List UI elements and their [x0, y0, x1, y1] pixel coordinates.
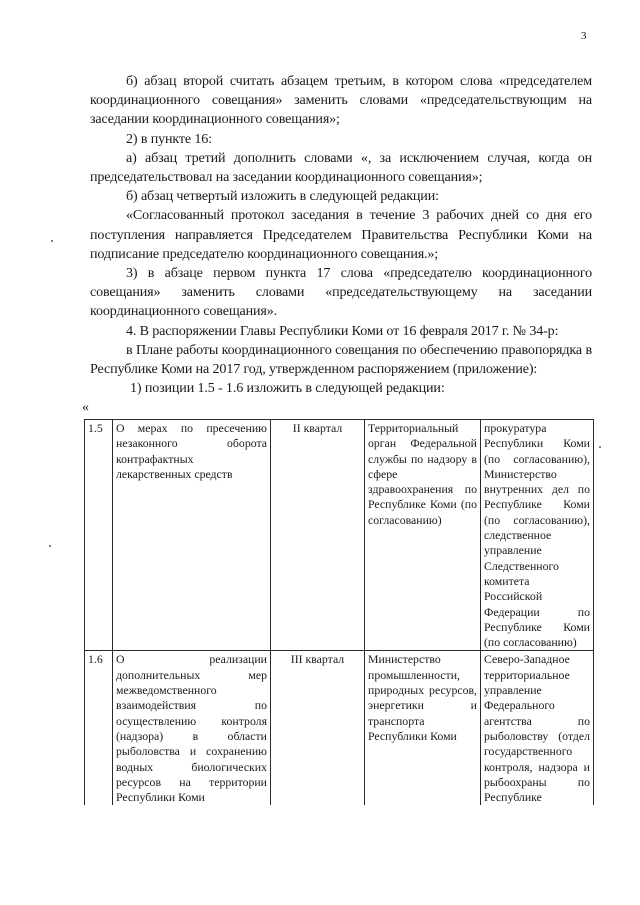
paragraph: 3) в абзаце первом пункта 17 слова «председателю координационного совещания» заменить словами «председательствующему на заседании координационного совещания».: [90, 265, 592, 320]
opening-quote-mark: «: [82, 400, 89, 415]
table-row: [85, 420, 594, 651]
paragraph: б) абзац четвертый изложить в следующей редакции:: [126, 188, 439, 205]
paragraph: в Плане работы координационного совещания по обеспечению правопорядка в Республике Коми на 2017 год, утвержденном распоряжением (приложение):: [90, 341, 592, 378]
paragraph: 4. В распоряжении Главы Республики Коми от 16 февраля 2017 г. № 34-р:: [126, 322, 559, 339]
event-name: О мерах по пресечению незаконного оборота контрафактных лекарственных средств: [113, 420, 271, 651]
event-term: II квартал: [271, 420, 365, 651]
position-number: 1.5: [85, 420, 113, 651]
paragraph: «Согласованный протокол заседания в течение 3 рабочих дней со дня его поступления направляется Председателем Правительства Республики Коми на подписание председателю координационного совещания.»;: [90, 207, 592, 262]
paragraph: 1) позиции 1.5 - 1.6 изложить в следующей редакции:: [130, 380, 445, 397]
event-executor: Территориальный орган Федеральной службы по надзору в сфере здравоохранения по Республике Коми (по согласованию): [365, 420, 481, 651]
event-responsible: прокуратура Республики Коми (по согласованию), Министерство внутренних дел по Республике Коми (по согласованию), следственное управление Следственного комитета Российской Федерации по Республике Коми (по согласованию): [481, 420, 594, 651]
paragraph: а) абзац третий дополнить словами «, за исключением случая, когда он председательствовал на заседании координационного совещания»;: [90, 149, 592, 186]
page-number: 3: [581, 30, 587, 42]
position-number: 1.6: [85, 651, 113, 805]
document-body: [90, 72, 592, 398]
work-plan-table: [84, 419, 594, 805]
scan-speck: [599, 446, 601, 448]
table-row: [85, 651, 594, 805]
event-responsible: Северо-Западное территориальное управление Федерального агентства по рыболовству (отдел государственного контроля, надзора и рыбоохраны по Республике: [481, 651, 594, 805]
paragraph: б) абзац второй считать абзацем третьим, в котором слова «председателем координационного совещания» заменить словами «председательствующим на заседании координационного совещания»;: [90, 73, 592, 128]
scan-speck: [49, 545, 51, 547]
scan-speck: [51, 240, 53, 242]
event-name: О реализации дополнительных мер межведомственного взаимодействия по осуществлению контроля (надзора) в области рыболовства и сохранению водных биологических ресурсов на территории Республики Коми: [113, 651, 271, 805]
event-executor: Министерство промышленности, природных ресурсов, энергетики и транспорта Республики Коми: [365, 651, 481, 805]
event-term: III квартал: [271, 651, 365, 805]
paragraph: 2) в пункте 16:: [126, 130, 212, 147]
